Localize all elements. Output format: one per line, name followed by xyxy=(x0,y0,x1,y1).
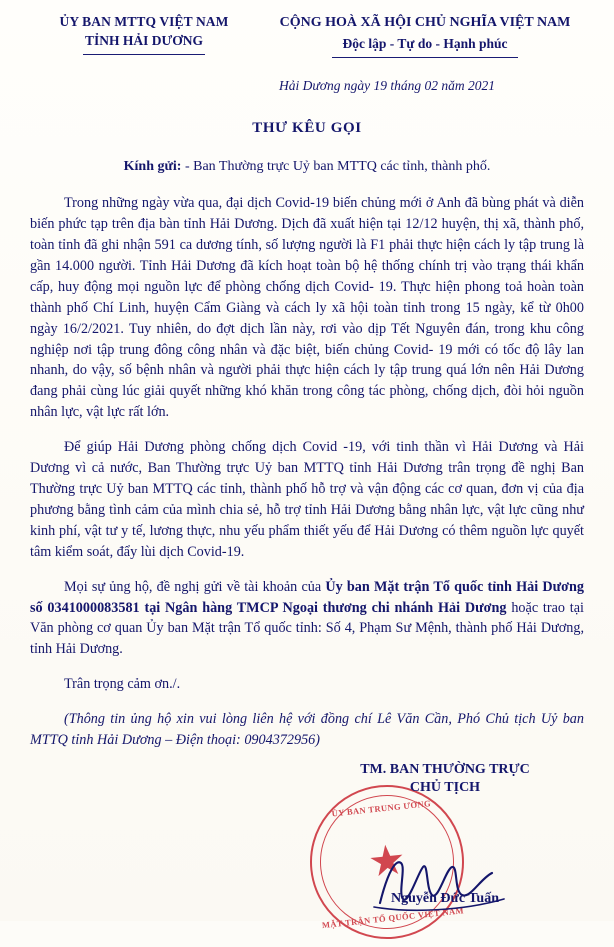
signature-area xyxy=(30,757,584,931)
seal-bottom-text: MẶT TRẬN TỔ QUỐC VIỆT NAM xyxy=(321,905,465,931)
paragraph-donation xyxy=(30,577,584,661)
national-heading xyxy=(266,14,584,58)
signer-name: Nguyễn Đức Tuấn xyxy=(391,890,499,906)
document-header xyxy=(30,14,584,58)
seal-top-text: ỦY BAN TRUNG ƯƠNG xyxy=(331,798,432,819)
organization-line-1: ỦY BAN MTTQ VIỆT NAM xyxy=(59,14,229,29)
signature-block xyxy=(330,761,560,908)
dateline: Hải Dương ngày 19 tháng 02 năm 2021 xyxy=(279,78,495,94)
donation-lead: Mọi sự ủng hộ, đề nghị gửi về tài khoản của xyxy=(64,578,326,595)
document-body xyxy=(30,193,584,751)
national-motto: Độc lập - Tự do - Hạnh phúc xyxy=(342,36,508,52)
issuing-organization xyxy=(30,14,258,55)
organization-line-2: TỈNH HẢI DƯƠNG xyxy=(84,32,203,48)
recipient-label: Kính gửi: xyxy=(123,159,182,175)
contact-note: (Thông tin ủng hộ xin vui lòng liên hệ với đồng chí Lê Văn Cần, Phó Chủ tịch Uỷ ban MTTQ tỉnh Hải Dương – Điện thoại: 0904372956) xyxy=(30,711,584,749)
paragraph-1: Trong những ngày vừa qua, đại dịch Covid-19 biến chủng mới ở Anh đã bùng phát và diễn biến phức tạp trên địa bàn tỉnh Hải Dương. Dịch đã xuất hiện tại 12/12 huyện, thị xã, thành phố, toàn tỉnh đã ghi nhận 591 ca dương tính, số lượng người là F1 phải thực hiện cách ly tập trung là gần 14.000 người. Tỉnh Hải Dương đã kích hoạt toàn bộ hệ thống chính trị vào trạng thái khẩn cấp, huy động mọi nguồn lực để phòng chống dịch Covid- 19. Thực hiện phong toả hoàn toàn thành phố Chí Linh, huyện Cẩm Giàng và cách ly xã hội toàn tỉnh trong 15 ngày, kể từ 0h00 ngày 16/2/2021. Tuy nhiên, do đợt dịch lần này, rơi vào dịp Tết Nguyên đán, trong khu công nghiệp nơi tập trung đông công nhân và đặc biệt, biến chủng Covid- 19 mới có tốc độ lây lan nhanh, do vậy, số bệnh nhân và người phải thực hiện cách ly tập trung quá lớn nên Hải Dương đang phải cùng lúc giải quyết những khó khăn trong công tác phòng, chống dịch, đòi hỏi nguồn nhân lực, vật lực rất lớn. xyxy=(30,195,584,421)
national-title: CỘNG HOÀ XÃ HỘI CHỦ NGHĨA VIỆT NAM xyxy=(279,15,571,30)
donation-account: Ủy ban Mặt trận Tổ quốc tỉnh Hải Dương số 0341000083581 tại Ngân hàng TMCP Ngoại thương chi nhánh Hải Dương xyxy=(30,578,584,616)
paragraph-2: Để giúp Hải Dương phòng chống dịch Covid -19, với tinh thần vì Hải Dương và Hải Dương vì cả nước, Ban Thường trực Uỷ ban MTTQ tỉnh Hải Dương trân trọng đề nghị Ban Thường trực Uỷ ban MTTQ các tỉnh, thành phố hỗ trợ và vận động các cơ quan, đơn vị của địa phương bằng tình cảm của mình chia sẻ, hỗ trợ tỉnh Hải Dương bằng nhân lực, vật lực cũng như kinh phí, vật tư y tế, lương thực, nhu yếu phẩm thiết yếu để Hải Dương có thêm nguồn lực quyết tâm kiểm soát, đẩy lùi dịch Covid-19. xyxy=(30,439,584,560)
closing-line: Trân trọng cảm ơn./. xyxy=(64,676,181,693)
recipient-line xyxy=(30,159,584,175)
donation-tail: hoặc trao tại Văn phòng cơ quan Ủy ban Mặt trận Tổ quốc tỉnh: Số 4, Phạm Sư Mệnh, thành phố Hải Dương, tỉnh Hải Dương. xyxy=(30,599,584,658)
page-title: THƯ KÊU GỌI xyxy=(252,120,362,137)
header-right-rule xyxy=(332,57,518,58)
header-left-rule xyxy=(83,54,205,55)
signature-role: CHỦ TỊCH xyxy=(409,780,481,796)
signature-title: TM. BAN THƯỜNG TRỰC xyxy=(360,762,530,778)
star-icon: ★ xyxy=(365,837,409,887)
recipient-value: - Ban Thường trực Uỷ ban MTTQ các tỉnh, thành phố. xyxy=(184,159,491,175)
